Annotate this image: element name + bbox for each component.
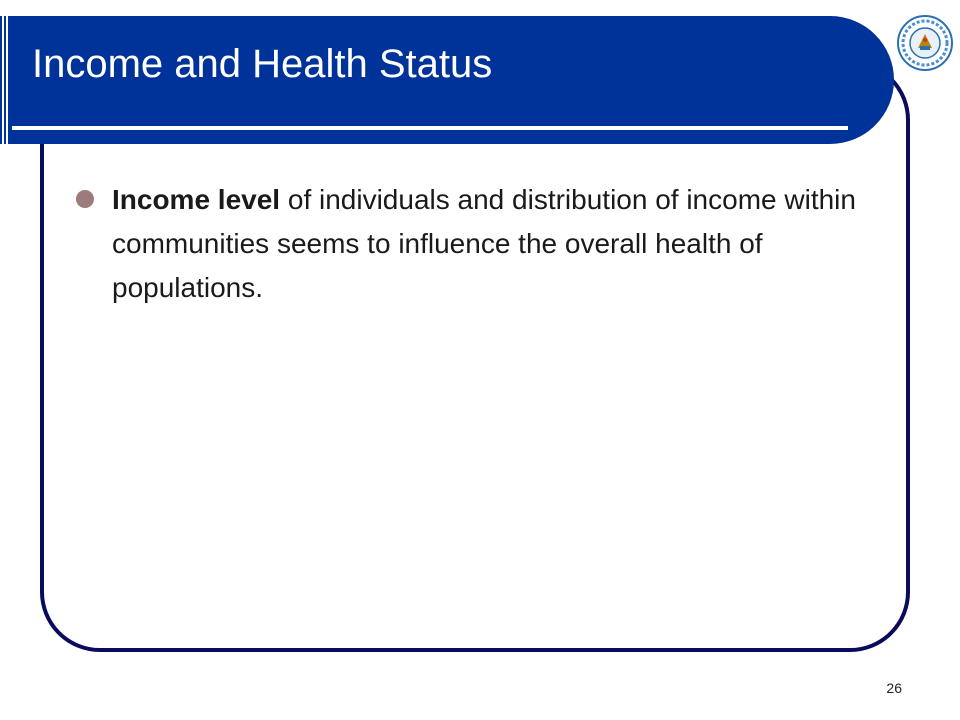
bullet-item	[76, 178, 866, 310]
banner-divider-line	[6, 16, 8, 144]
bullet-list	[76, 178, 866, 310]
university-seal-icon	[896, 14, 954, 72]
bullet-bold-lead: Income level	[112, 184, 281, 215]
bullet-dot-icon	[76, 190, 94, 208]
slide-title: Income and Health Status	[32, 42, 493, 86]
content-frame	[40, 60, 910, 652]
banner-divider-line	[2, 16, 4, 144]
page-number: 26	[886, 680, 902, 696]
bullet-text: of individuals and distribution of income within communities seems to influence the overall health of populations.	[112, 184, 856, 303]
banner-underline	[12, 126, 848, 130]
